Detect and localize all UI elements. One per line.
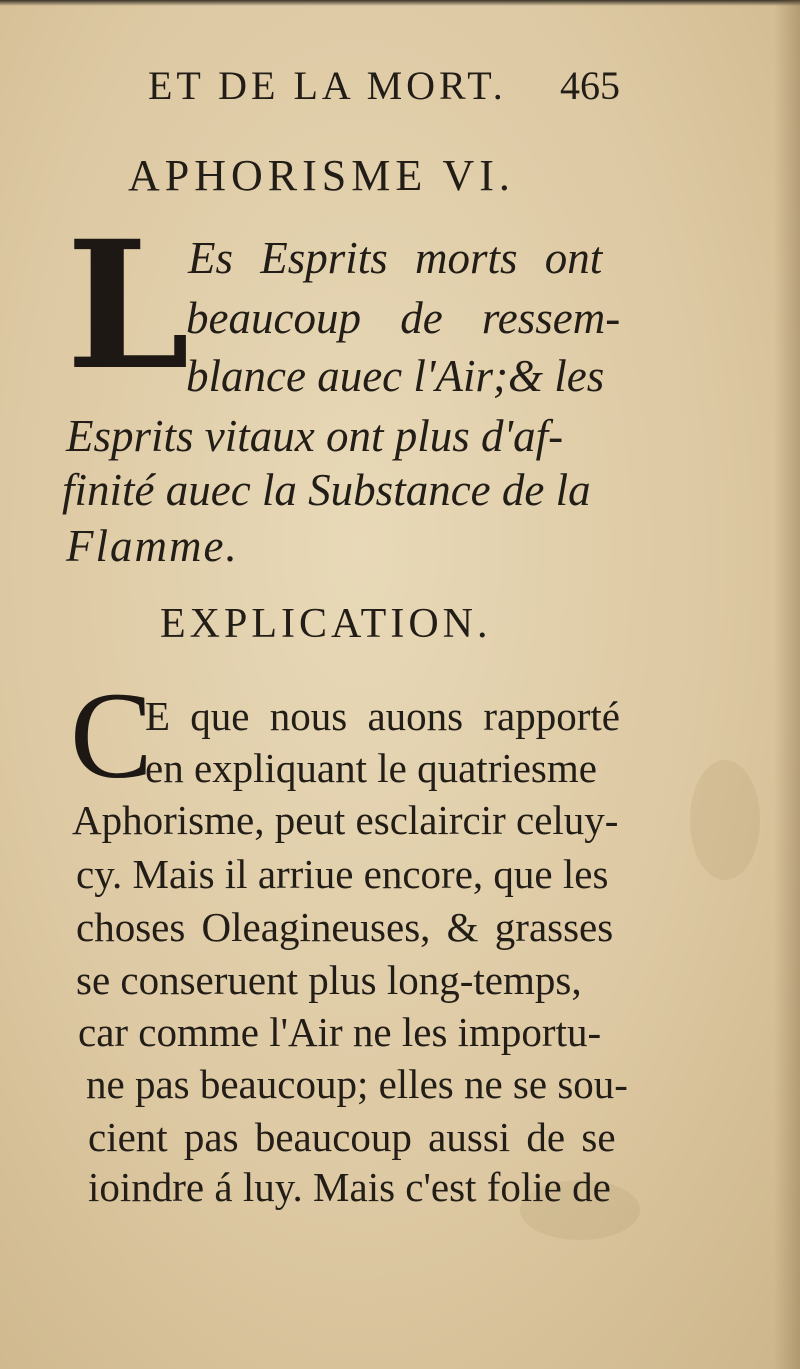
- page-edge-shadow: [774, 0, 800, 1369]
- page-top-edge: [0, 0, 800, 6]
- aphorism-line: Flamme.: [66, 521, 239, 571]
- explication-line: cy. Mais il arriue encore, que les: [76, 851, 609, 897]
- explication-line: car comme l'Air ne les importu-: [78, 1009, 602, 1055]
- aphorism-title: APHORISME VI.: [128, 151, 515, 200]
- aphorism-line: blance auec l'Air;& les: [186, 351, 605, 401]
- explication-line: en expliquant le quatriesme: [145, 745, 597, 791]
- aphorism-line: beaucoup de ressem-: [186, 293, 621, 343]
- running-header: ET DE LA MORT.: [148, 63, 507, 108]
- aphorism-line: Esprits vitaux ont plus d'af-: [66, 411, 564, 461]
- explication-line: E que nous auons rapporté: [145, 693, 620, 739]
- explication-line: ioindre á luy. Mais c'est folie de: [88, 1164, 611, 1210]
- explication-line: cient pas beaucoup aussi de se: [88, 1114, 616, 1160]
- explication-line: Aphorisme, peut esclaircir celuy-: [72, 797, 619, 843]
- paper-stain: [690, 760, 760, 880]
- explication-title: EXPLICATION.: [160, 601, 492, 647]
- explication-line: ne pas beaucoup; elles ne se sou-: [86, 1061, 628, 1107]
- page-number: 465: [560, 63, 620, 108]
- aphorism-line: finité auec la Substance de la: [62, 465, 591, 515]
- explication-line: choses Oleagineuses, & grasses: [76, 904, 614, 950]
- explication-dropcap: C: [70, 667, 153, 804]
- explication-line: se conseruent plus long-temps,: [76, 957, 582, 1003]
- aphorism-dropcap: L: [66, 202, 190, 409]
- aphorism-line: Es Esprits morts ont: [188, 233, 603, 283]
